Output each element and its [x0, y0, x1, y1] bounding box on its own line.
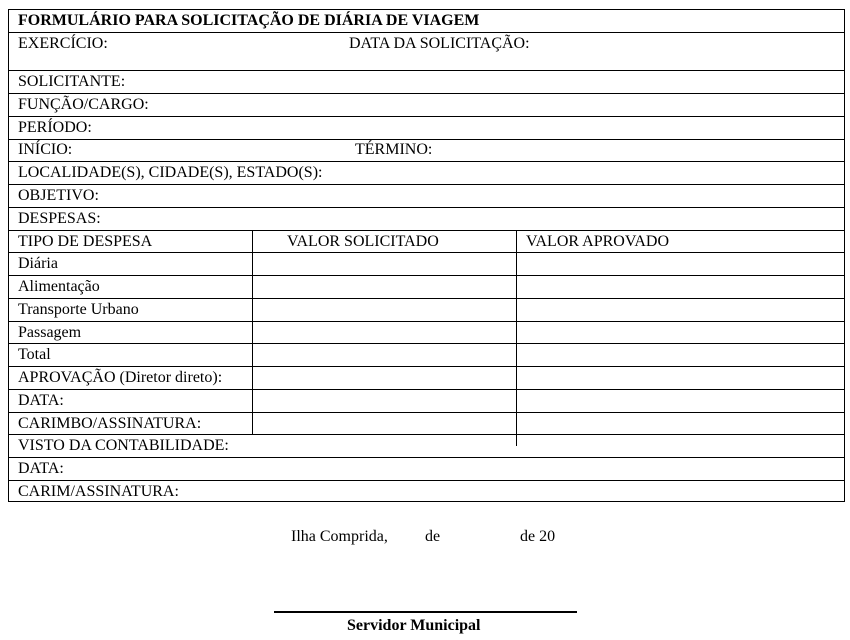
row-transporte-urbano: Transporte Urbano [18, 301, 139, 318]
carim-assinatura-label: CARIM/ASSINATURA: [18, 483, 179, 500]
data-label-2: DATA: [18, 460, 64, 477]
row-divider [8, 321, 845, 322]
row-divider [8, 275, 845, 276]
row-divider [8, 161, 845, 162]
footer-de: de [425, 528, 441, 545]
row-divider [8, 366, 845, 367]
row-total: Total [18, 346, 51, 363]
carimbo-assinatura-label: CARIMBO/ASSINATURA: [18, 415, 202, 432]
exercicio-label: EXERCÍCIO: [18, 35, 108, 52]
visto-contabilidade-label: VISTO DA CONTABILIDADE: [18, 437, 229, 454]
termino-label: TÉRMINO: [355, 141, 433, 158]
footer-city: Ilha Comprida, [291, 528, 388, 545]
column-divider [252, 230, 253, 434]
row-divider [8, 457, 845, 458]
signer-title: Servidor Municipal [347, 617, 481, 634]
data-label: DATA: [18, 392, 64, 409]
row-divider [8, 32, 845, 33]
row-divider [8, 298, 845, 299]
solicitante-label: SOLICITANTE: [18, 73, 126, 90]
objetivo-label: OBJETIVO: [18, 187, 99, 204]
row-passagem: Passagem [18, 324, 82, 341]
row-divider [8, 116, 845, 117]
row-divider [8, 70, 845, 71]
row-divider [8, 207, 845, 208]
funcao-cargo-label: FUNÇÃO/CARGO: [18, 96, 149, 113]
row-divider [8, 389, 845, 390]
header-tipo-despesa: TIPO DE DESPESA [18, 233, 153, 250]
data-solicitacao-label: DATA DA SOLICITAÇÃO: [349, 35, 530, 52]
signature-line [274, 611, 577, 613]
row-divider [8, 434, 845, 435]
row-diaria: Diária [18, 255, 58, 272]
localidades-label: LOCALIDADE(S), CIDADE(S), ESTADO(S): [18, 164, 323, 181]
row-divider [8, 412, 845, 413]
column-divider [516, 230, 517, 446]
row-divider [8, 230, 845, 231]
row-divider [8, 184, 845, 185]
row-divider [8, 343, 845, 344]
footer-de-year: de 20 [520, 528, 556, 545]
inicio-label: INÍCIO: [18, 141, 73, 158]
row-divider [8, 480, 845, 481]
periodo-label: PERÍODO: [18, 119, 92, 136]
header-valor-solicitado: VALOR SOLICITADO [287, 233, 439, 250]
despesas-label: DESPESAS: [18, 210, 101, 227]
row-alimentacao: Alimentação [18, 278, 100, 295]
row-divider [8, 139, 845, 140]
header-valor-aprovado: VALOR APROVADO [526, 233, 669, 250]
row-divider [8, 93, 845, 94]
aprovacao-label: APROVAÇÃO (Diretor direto): [18, 369, 223, 386]
row-divider [8, 252, 845, 253]
form-title: FORMULÁRIO PARA SOLICITAÇÃO DE DIÁRIA DE VIAGEM [18, 12, 480, 29]
